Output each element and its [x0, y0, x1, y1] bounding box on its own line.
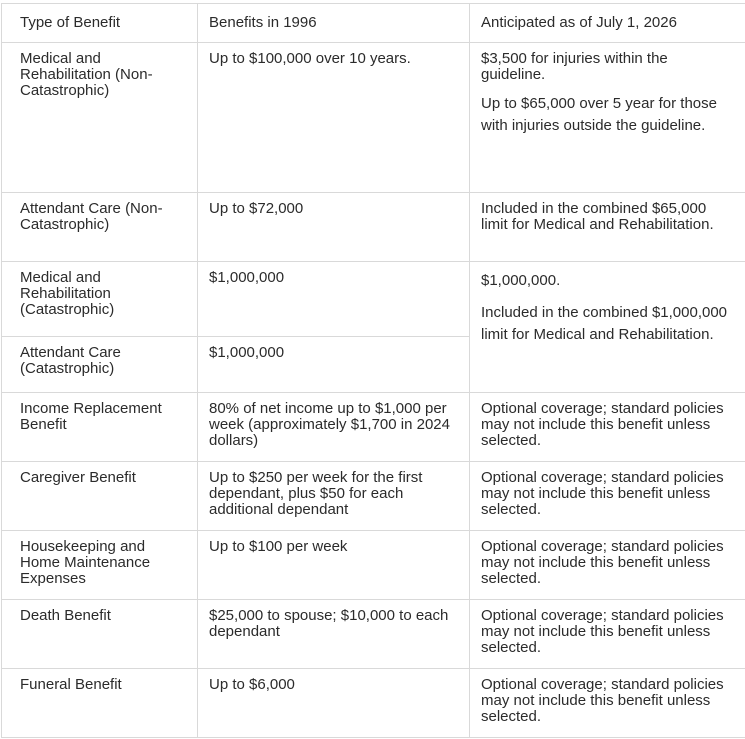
benefit-1996-cell: $25,000 to spouse; $10,000 to each dependant — [198, 600, 470, 669]
table-row — [2, 531, 745, 600]
benefit-2026-merged-cell — [470, 262, 745, 393]
benefit-type-cell: Housekeeping and Home Maintenance Expenses — [2, 531, 198, 600]
benefit-1996-cell: Up to $100,000 over 10 years. — [198, 43, 470, 193]
benefit-2026-cell: Included in the combined $65,000 limit for Medical and Rehabilitation. — [470, 193, 745, 262]
table-row — [2, 600, 745, 669]
benefit-type-cell: Attendant Care (Non-Catastrophic) — [2, 193, 198, 262]
benefit-type-cell: Funeral Benefit — [2, 669, 198, 738]
benefit-1996-cell: Up to $72,000 — [198, 193, 470, 262]
benefit-1996-cell: Up to $6,000 — [198, 669, 470, 738]
benefit-type-cell: Medical and Rehabilitation (Catastrophic) — [2, 262, 198, 337]
header-benefits-1996: Benefits in 1996 — [198, 4, 470, 43]
benefits-table — [1, 3, 745, 738]
table-row — [2, 262, 745, 337]
benefit-1996-cell: 80% of net income up to $1,000 per week (approximately $1,700 in 2024 dollars) — [198, 393, 470, 462]
benefit-type-cell: Attendant Care (Catastrophic) — [2, 337, 198, 393]
benefit-1996-cell: Up to $250 per week for the first dependant, plus $50 for each additional dependant — [198, 462, 470, 531]
benefit-2026-cell: Optional coverage; standard policies may not include this benefit unless selected. — [470, 600, 745, 669]
benefit-type-cell: Income Replacement Benefit — [2, 393, 198, 462]
table-row — [2, 669, 745, 738]
benefit-2026-cell: Optional coverage; standard policies may not include this benefit unless selected. — [470, 462, 745, 531]
benefit-2026-cell: Optional coverage; standard policies may not include this benefit unless selected. — [470, 393, 745, 462]
header-anticipated-2026: Anticipated as of July 1, 2026 — [470, 4, 745, 43]
benefit-1996-cell: $1,000,000 — [198, 337, 470, 393]
table-row — [2, 393, 745, 462]
benefit-2026-cell — [470, 43, 745, 193]
table-row — [2, 43, 745, 193]
benefit-2026-cell: Optional coverage; standard policies may not include this benefit unless selected. — [470, 531, 745, 600]
table-row — [2, 462, 745, 531]
table-row — [2, 193, 745, 262]
benefit-1996-cell: Up to $100 per week — [198, 531, 470, 600]
header-type-of-benefit: Type of Benefit — [2, 4, 198, 43]
benefit-type-cell: Death Benefit — [2, 600, 198, 669]
table-header-row — [2, 4, 745, 43]
benefit-2026-cell: Optional coverage; standard policies may not include this benefit unless selected. — [470, 669, 745, 738]
benefit-type-cell: Caregiver Benefit — [2, 462, 198, 531]
benefit-2026-paragraph: $3,500 for injuries within the guideline. — [481, 51, 735, 83]
benefit-type-cell: Medical and Rehabilitation (Non-Catastrophic) — [2, 43, 198, 193]
benefit-2026-paragraph: Up to $65,000 over 5 year for those with injuries outside the guideline. — [481, 93, 735, 137]
benefit-2026-paragraph: $1,000,000. — [481, 270, 735, 292]
benefit-2026-paragraph: Included in the combined $1,000,000 limit for Medical and Rehabilitation. — [481, 302, 735, 346]
benefit-1996-cell: $1,000,000 — [198, 262, 470, 337]
